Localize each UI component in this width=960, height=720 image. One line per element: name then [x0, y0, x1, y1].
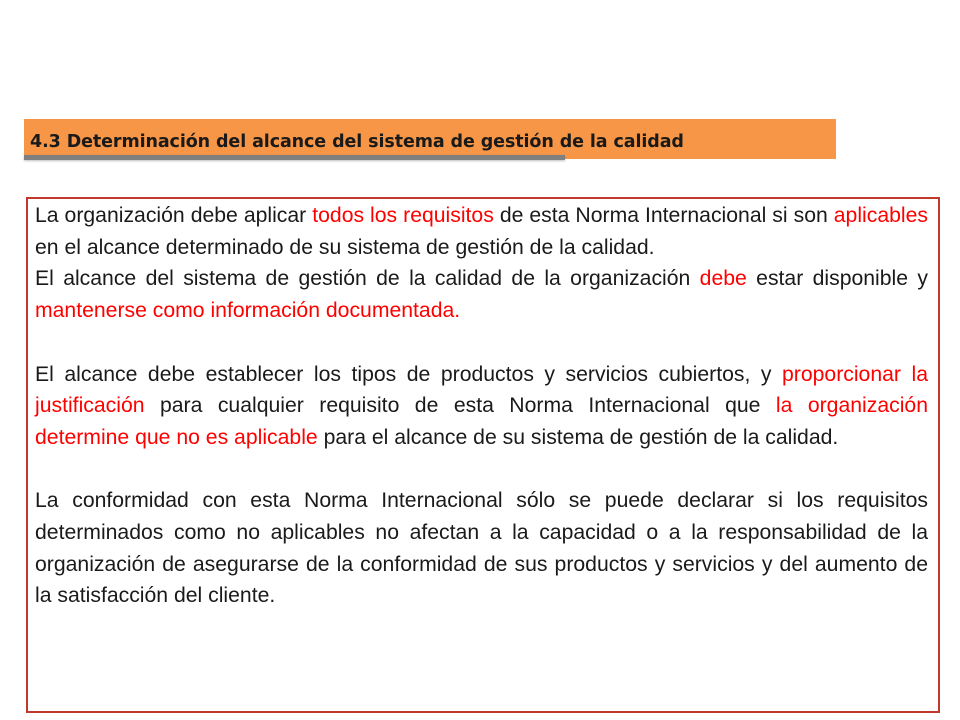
text-segment-highlight: mantenerse como información documentada.	[35, 299, 461, 323]
text-segment-highlight: debe	[699, 267, 747, 291]
paragraph-scope-documented	[35, 263, 928, 326]
text-segment: La organización debe aplicar	[35, 204, 313, 227]
paragraph-scope-requirements	[35, 200, 928, 263]
body-text	[35, 200, 928, 612]
text-segment-highlight: todos los requisitos	[312, 204, 494, 227]
section-title: 4.3 Determinación del alcance del sistema de gestión de la calidad	[30, 132, 684, 152]
text-segment-highlight: aplicables	[833, 204, 928, 227]
title-underline	[24, 155, 565, 160]
paragraph-conformity	[35, 485, 928, 612]
text-segment: de esta Norma Internacional si son	[493, 204, 834, 227]
content-box	[26, 197, 940, 713]
text-segment: La conformidad con esta Norma Internacional sólo se puede declarar si los requisitos determinados como no aplicables no afectan a la capacidad o a la responsabilidad de la organización de asegurarse de la conformidad de sus productos y servicios y del aumento de la satisfacción del cliente.	[35, 489, 928, 608]
text-segment: en el alcance determinado de su sistema de gestión de la calidad.	[35, 235, 655, 259]
paragraph-scope-justification	[35, 359, 928, 454]
section-title-bar	[24, 119, 836, 159]
text-segment: El alcance del sistema de gestión de la calidad de la organización	[35, 267, 700, 291]
text-segment: para el alcance de su sistema de gestión de la calidad.	[317, 425, 839, 449]
text-segment-highlight: proporcionar la justificación	[35, 362, 928, 418]
text-segment-highlight: la organización determine que no es aplicable	[35, 394, 928, 449]
text-segment: El alcance debe establecer los tipos de productos y servicios cubiertos, y	[35, 362, 783, 386]
text-segment: estar disponible y	[746, 267, 928, 291]
text-segment: para cualquier requisito de esta Norma Internacional que	[144, 394, 776, 418]
